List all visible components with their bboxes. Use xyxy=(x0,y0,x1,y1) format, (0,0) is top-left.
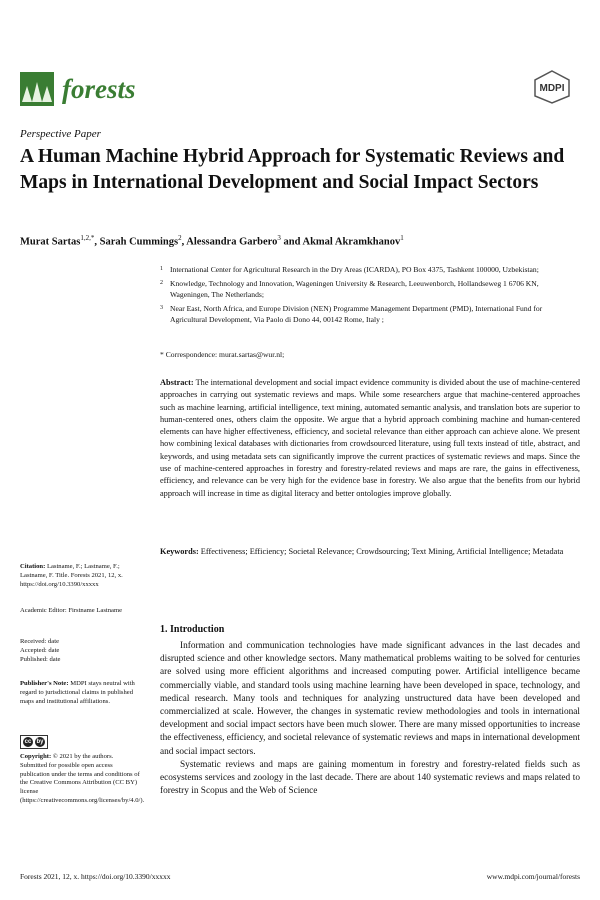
author-sup: 3 xyxy=(277,234,281,242)
abstract-text: The international development and social impact evidence community is divided about the use of machine-centered approaches in carrying out systematic reviews and maps. While some researchers argue that machine-centered approaches such as machine learning, artificial intelligence, text mining, automated semantic analysis, and translation bots are superior to human-centered ones, others claim the opposite. We argue that a hybrid approach combining machine and human-centered elements can have higher effectiveness, efficiency, and societal relevance than either approach can achieve alone. We present how combining lexical databases with dictionaries from crowdsourced literature, using full texts instead of title, abstract, and keywords, and using metadata sets can significantly improve the current practices of systematic reviews and maps. Since the use of machine-centered approaches in forestry and forestry-related reviews and maps are rare, the gains in effectiveness, efficiency, and relevance can be very high for the evidence base in forestry. We also argue that the benefits from our hybrid approach will increase in time as digital literacy and better ontologies improve globally. xyxy=(160,378,580,498)
author-list xyxy=(20,234,404,248)
editor-label: Academic Editor: xyxy=(20,607,67,614)
citation-text: Lastname, F.; Lastname, F.; Lastname, F. Title. Forests 2021, 12, x. https://doi.org/10.3390/xxxxx xyxy=(20,563,123,588)
affiliation xyxy=(160,303,580,325)
affiliations xyxy=(160,264,580,328)
publisher-note-label: Publisher's Note: xyxy=(20,680,69,687)
by-icon: by xyxy=(36,739,44,745)
publisher-name: MDPI xyxy=(539,83,565,94)
affiliation xyxy=(160,278,580,300)
abstract xyxy=(160,377,580,500)
published-date: Published: date xyxy=(20,655,61,663)
author-sup: 1 xyxy=(400,234,404,242)
affiliation-text: International Center for Agricultural Research in the Dry Areas (ICARDA), PO Box 4375, Tashkent 100000, Uzbekistan; xyxy=(170,265,539,274)
paper-title: A Human Machine Hybrid Approach for Systematic Reviews and Maps in International Development and Social Impact Sectors xyxy=(20,146,565,193)
publisher-note xyxy=(20,680,140,706)
journal-name: forests xyxy=(62,73,136,104)
author-separator: , xyxy=(94,236,100,248)
affiliation xyxy=(160,264,580,275)
copyright-text: © 2021 by the authors. Submitted for possible open access publication under the terms and conditions of the Creative Commons Attribution (CC BY) license (https://creativecommons.org/licenses/by/4.0/). xyxy=(20,753,145,804)
mdpi-logo-icon xyxy=(533,70,571,104)
affiliation-text: Near East, North Africa, and Europe Division (NEN) Programme Management Department (PMD), International Fund for Agricultural Development, Via Paolo di Dono 44, 00142 Rome, Italy ; xyxy=(170,304,543,324)
correspondence: * Correspondence: murat.sartas@wur.nl; xyxy=(160,350,285,359)
publisher-logo xyxy=(533,70,571,104)
author-separator: and xyxy=(280,236,303,248)
abstract-label: Abstract: xyxy=(160,378,194,387)
author[interactable]: Akmal Akramkhanov xyxy=(302,236,401,248)
affiliation-number: 3 xyxy=(160,305,163,311)
section-heading: 1. Introduction xyxy=(160,624,225,635)
keywords xyxy=(160,546,580,558)
author[interactable]: Sarah Cummings xyxy=(99,236,179,248)
forest-logo-icon xyxy=(20,72,54,106)
citation-note xyxy=(20,563,140,589)
publisher-note-text: MDPI stays neutral with regard to jurisdictional claims in published maps and institutional affiliations. xyxy=(20,680,135,705)
keywords-label: Keywords: xyxy=(160,547,199,556)
author-separator: , xyxy=(181,236,187,248)
affiliation-number: 1 xyxy=(160,266,163,272)
author[interactable]: Alessandra Garbero xyxy=(186,236,278,248)
copyright-note xyxy=(20,735,145,806)
academic-editor xyxy=(20,607,140,616)
cc-by-badge-icon[interactable] xyxy=(20,735,48,749)
affiliation-text: Knowledge, Technology and Innovation, Wageningen University & Research, Leeuwenborch, Hollandseweg 1 6706 KN, Wageningen, The Netherlands; xyxy=(170,279,539,299)
footer-journal-url[interactable]: www.mdpi.com/journal/forests xyxy=(486,872,580,881)
author-sup: 2 xyxy=(178,234,182,242)
editor-text: Firstname Lastname xyxy=(68,607,122,614)
affiliation-number: 2 xyxy=(160,280,163,286)
copyright-label: Copyright: xyxy=(20,753,52,760)
dates xyxy=(20,638,140,664)
author[interactable]: Murat Sartas xyxy=(20,236,81,248)
paragraph: Information and communication technologies have made significant advances in the last decades and disrupted science and other knowledge sectors. Many mathematical problems waiting to be solved for centuries are solved using more efficient algorithms and increased computing power. Artificial intelligence became commercially viable, and standard tools using machine learning have been developed in space, technology, and medical research. Many tools and techniques for analyzing unstructured data have been developed and commercialized at scale. However, the changes in systematic review methodologies and tools in international development and social impact sectors have been much slower. There are many missed opportunities to increase the effectiveness, efficiency, and societal relevance of systematic reviews and maps in international development and social impact sectors. xyxy=(160,641,580,757)
accepted-date: Accepted: date xyxy=(20,646,60,654)
introduction-body xyxy=(160,640,580,798)
paper-type: Perspective Paper xyxy=(20,128,101,140)
citation-label: Citation: xyxy=(20,563,46,570)
cc-icon: cc xyxy=(24,739,32,745)
received-date: Received: date xyxy=(20,638,59,645)
author-sup: 1,2,* xyxy=(80,234,95,242)
journal-logo xyxy=(20,72,136,106)
page-footer xyxy=(20,872,580,881)
footer-citation: Forests 2021, 12, x. https://doi.org/10.3390/xxxxx xyxy=(20,872,171,881)
paragraph: Systematic reviews and maps are gaining momentum in forestry and forestry-related fields such as ecosystems services and zoology in the last decade. There are about 140 systematic reviews and maps related to forestry in Scopus and the Web of Science xyxy=(160,759,580,797)
keywords-text: Effectiveness; Efficiency; Societal Relevance; Crowdsourcing; Text Mining, Artificial Intelligence; Metadata xyxy=(200,547,564,556)
